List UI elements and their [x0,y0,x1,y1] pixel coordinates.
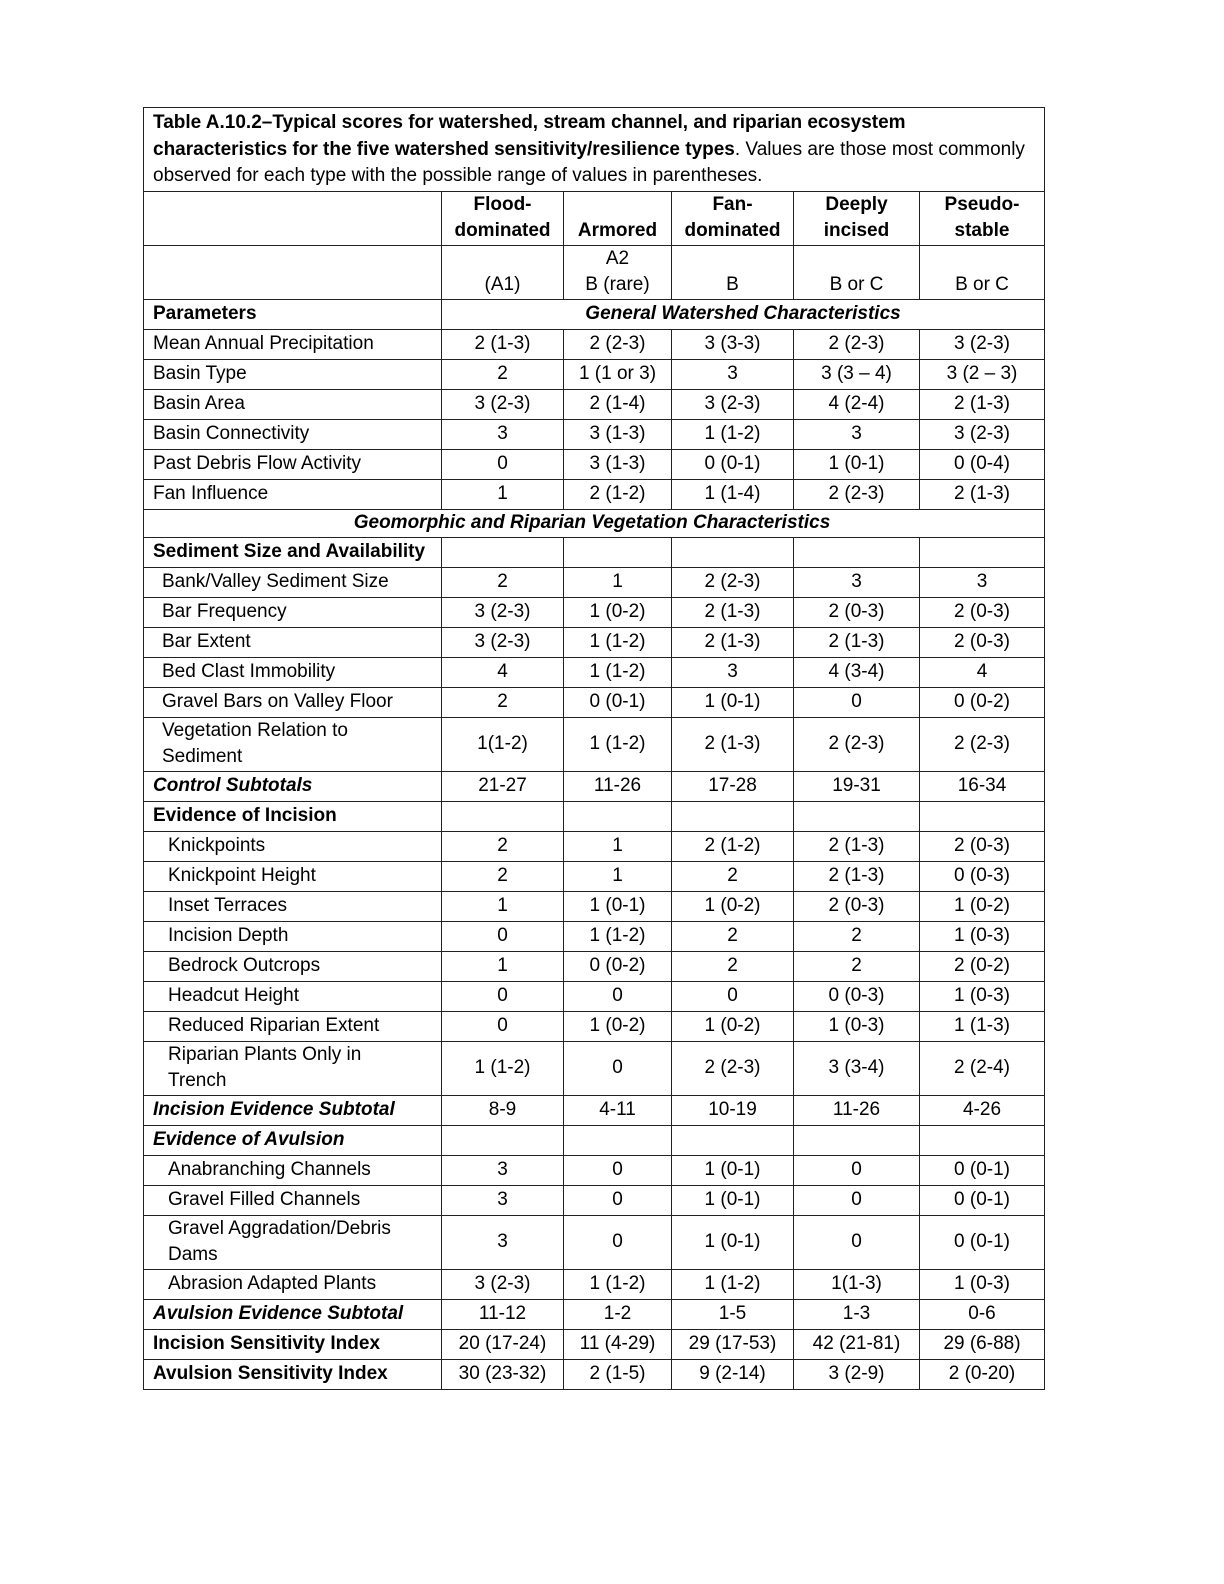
value-cell: 1-2 [564,1299,672,1329]
value-cell: 30 (23-32) [442,1359,564,1389]
caption-row [144,108,1045,192]
value-cell: 0 [564,1041,672,1095]
watershed-section [144,329,1045,509]
sensitivity-index-section [144,1329,1045,1389]
value-cell: 9 (2-14) [672,1359,794,1389]
stream-type-cell: B or C [920,245,1045,299]
value-cell: 2 (1-3) [920,479,1045,509]
value-cell: 1 (1-3) [920,1011,1045,1041]
column-header: Flood- dominated [442,191,564,245]
value-cell: 0 [794,1215,920,1269]
value-cell: 21-27 [442,771,564,801]
table-row [144,389,1045,419]
table-row [144,657,1045,687]
value-cell: 4 (2-4) [794,389,920,419]
value-cell: 1 (0-3) [920,1269,1045,1299]
value-cell: 11-26 [564,771,672,801]
subtotal-label: Incision Evidence Subtotal [144,1095,442,1125]
table-row [144,627,1045,657]
value-cell: 2 (2-3) [920,717,1045,771]
table-row [144,597,1045,627]
row-label: Incision Depth [144,921,442,951]
value-cell: 3 (1-3) [564,419,672,449]
value-cell: 1 [442,951,564,981]
value-cell: 11-26 [794,1095,920,1125]
value-cell: 2 (1-3) [794,861,920,891]
value-cell: 2 (0-3) [920,627,1045,657]
value-cell: 1 (1 or 3) [564,359,672,389]
table-row [144,921,1045,951]
value-cell: 1 (0-3) [920,921,1045,951]
value-cell: 2 (0-3) [920,597,1045,627]
row-label: Inset Terraces [144,891,442,921]
value-cell: 0 [442,981,564,1011]
table-row [144,479,1045,509]
row-label: Incision Sensitivity Index [144,1329,442,1359]
value-cell: 2 (2-4) [920,1041,1045,1095]
value-cell: 0 [564,981,672,1011]
value-cell: 4 [920,657,1045,687]
table-row [144,1011,1045,1041]
value-cell: 2 (1-3) [794,627,920,657]
column-header: Fan- dominated [672,191,794,245]
value-cell: 0 (0-2) [564,951,672,981]
value-cell: 3 [672,359,794,389]
section-title-watershed: General Watershed Characteristics [442,299,1045,329]
value-cell: 10-19 [672,1095,794,1125]
value-cell: 3 (3-4) [794,1041,920,1095]
value-cell: 1 (0-1) [672,1215,794,1269]
value-cell: 0 (0-1) [672,449,794,479]
value-cell: 3 [442,1185,564,1215]
table-row [144,831,1045,861]
value-cell: 2 (2-3) [794,329,920,359]
sediment-section [144,567,1045,717]
value-cell: 3 (2 – 3) [920,359,1045,389]
value-cell: 2 (2-3) [672,567,794,597]
value-cell: 0 (0-1) [920,1155,1045,1185]
value-cell: 2 [794,951,920,981]
value-cell: 3 (3 – 4) [794,359,920,389]
avulsion-section [144,1155,1045,1215]
value-cell: 1 (1-2) [564,921,672,951]
value-cell: 2 (1-3) [442,329,564,359]
value-cell: 1 (1-2) [564,717,672,771]
subtotal-label: Avulsion Evidence Subtotal [144,1299,442,1329]
value-cell: 1 (0-1) [672,1155,794,1185]
row-label: Basin Type [144,359,442,389]
value-cell: 1 (0-2) [920,891,1045,921]
value-cell: 1 (1-2) [672,1269,794,1299]
value-cell: 1 (0-2) [672,1011,794,1041]
value-cell: 3 [442,1155,564,1185]
value-cell: 3 (2-3) [442,597,564,627]
value-cell: 2 (2-3) [564,329,672,359]
row-label: Bedrock Outcrops [144,951,442,981]
row-label: Gravel Filled Channels [144,1185,442,1215]
value-cell: 1(1-3) [794,1269,920,1299]
value-cell: 1 (0-1) [564,891,672,921]
table-row [144,951,1045,981]
value-cell: 3 (3-3) [672,329,794,359]
column-header-row [144,191,1045,245]
value-cell: 2 (1-5) [564,1359,672,1389]
index-row [144,1359,1045,1389]
value-cell: 2 (2-3) [794,717,920,771]
value-cell: 2 (2-3) [794,479,920,509]
table-row [144,1215,1045,1269]
value-cell: 0 [442,1011,564,1041]
row-label: Vegetation Relation to Sediment [144,717,442,771]
row-label: Knickpoints [144,831,442,861]
row-label: Bar Frequency [144,597,442,627]
column-header: Pseudo- stable [920,191,1045,245]
value-cell: 1 (0-2) [564,597,672,627]
value-cell: 1 (1-4) [672,479,794,509]
value-cell: 2 [442,567,564,597]
value-cell: 0 [564,1185,672,1215]
value-cell: 3 (1-3) [564,449,672,479]
stream-type-cell: B or C [794,245,920,299]
value-cell: 2 (2-3) [672,1041,794,1095]
section-header-row [144,509,1045,537]
value-cell: 1 (0-2) [672,891,794,921]
caption-text: . Values are those most commonly observed for each type with the possible range of values in parentheses. [153,138,1025,186]
value-cell: 2 (0-20) [920,1359,1045,1389]
value-cell: 3 [920,567,1045,597]
value-cell: 4 [442,657,564,687]
column-header: Deeply incised [794,191,920,245]
value-cell: 2 [672,861,794,891]
value-cell: 29 (6-88) [920,1329,1045,1359]
stream-type-blank [144,245,442,299]
value-cell: 1-3 [794,1299,920,1329]
value-cell: 0 (0-4) [920,449,1045,479]
group-heading-row [144,801,1045,831]
value-cell: 29 (17-53) [672,1329,794,1359]
row-label: Basin Area [144,389,442,419]
value-cell: 2 [442,359,564,389]
value-cell: 0 [672,981,794,1011]
value-cell: 2 [672,951,794,981]
value-cell: 20 (17-24) [442,1329,564,1359]
subtotal-row [144,1095,1045,1125]
group-heading: Evidence of Avulsion [144,1125,442,1155]
row-label: Reduced Riparian Extent [144,1011,442,1041]
value-cell: 0 (0-1) [920,1215,1045,1269]
value-cell: 1 (0-1) [672,1185,794,1215]
value-cell: 2 [442,687,564,717]
row-label: Basin Connectivity [144,419,442,449]
value-cell: 2 (1-3) [794,831,920,861]
row-label: Headcut Height [144,981,442,1011]
value-cell: 1 [442,891,564,921]
group-heading-row [144,1125,1045,1155]
table-row [144,1155,1045,1185]
value-cell: 1 (0-1) [672,687,794,717]
row-label: Bed Clast Immobility [144,657,442,687]
value-cell: 8-9 [442,1095,564,1125]
value-cell: 1 (0-2) [564,1011,672,1041]
value-cell: 4 (3-4) [794,657,920,687]
value-cell: 2 (0-3) [920,831,1045,861]
table-row [144,861,1045,891]
table-row [144,891,1045,921]
row-label: Mean Annual Precipitation [144,329,442,359]
value-cell: 1 [564,567,672,597]
value-cell: 2 (1-2) [672,831,794,861]
table-row [144,567,1045,597]
value-cell: 3 (2-3) [442,627,564,657]
value-cell: 2 (1-4) [564,389,672,419]
column-header: Armored [564,191,672,245]
value-cell: 1 [442,479,564,509]
value-cell: 0 (0-1) [564,687,672,717]
value-cell: 1 [564,861,672,891]
value-cell: 0 [564,1215,672,1269]
stream-type-cell: A2 B (rare) [564,245,672,299]
value-cell: 0 (0-3) [920,861,1045,891]
value-cell: 0 [564,1155,672,1185]
value-cell: 2 (1-3) [672,717,794,771]
value-cell: 0 (0-3) [794,981,920,1011]
row-label: Gravel Bars on Valley Floor [144,687,442,717]
value-cell: 2 [442,861,564,891]
value-cell: 2 (0-3) [794,597,920,627]
row-label: Avulsion Sensitivity Index [144,1359,442,1389]
value-cell: 3 (2-3) [672,389,794,419]
value-cell: 2 (1-3) [672,627,794,657]
stream-type-row [144,245,1045,299]
value-cell: 2 [672,921,794,951]
row-label: Abrasion Adapted Plants [144,1269,442,1299]
value-cell: 2 (0-2) [920,951,1045,981]
stream-type-cell: (A1) [442,245,564,299]
row-label: Bank/Valley Sediment Size [144,567,442,597]
table-row [144,1185,1045,1215]
row-label: Anabranching Channels [144,1155,442,1185]
table-row [144,981,1045,1011]
value-cell: 0 (0-1) [920,1185,1045,1215]
value-cell: 11-12 [442,1299,564,1329]
value-cell: 2 (1-3) [672,597,794,627]
value-cell: 2 [794,921,920,951]
value-cell: 0 [794,1155,920,1185]
value-cell: 3 [442,419,564,449]
value-cell: 1 (1-2) [442,1041,564,1095]
value-cell: 11 (4-29) [564,1329,672,1359]
group-heading: Evidence of Incision [144,801,442,831]
row-label: Bar Extent [144,627,442,657]
value-cell: 2 [442,831,564,861]
value-cell: 2 (1-2) [564,479,672,509]
value-cell: 3 [672,657,794,687]
value-cell: 1 [564,831,672,861]
value-cell: 1 (0-3) [920,981,1045,1011]
group-heading: Sediment Size and Availability [144,537,442,567]
value-cell: 1 (1-2) [564,627,672,657]
value-cell: 2 (0-3) [794,891,920,921]
value-cell: 3 (2-3) [442,389,564,419]
value-cell: 1 (1-2) [564,657,672,687]
row-label: Past Debris Flow Activity [144,449,442,479]
row-label: Riparian Plants Only in Trench [144,1041,442,1095]
row-label: Fan Influence [144,479,442,509]
value-cell: 4-26 [920,1095,1045,1125]
value-cell: 3 (2-3) [920,419,1045,449]
table-row [144,329,1045,359]
stream-type-cell: B [672,245,794,299]
row-label: Gravel Aggradation/Debris Dams [144,1215,442,1269]
value-cell: 1-5 [672,1299,794,1329]
index-row [144,1329,1045,1359]
header-blank [144,191,442,245]
value-cell: 0 (0-2) [920,687,1045,717]
value-cell: 17-28 [672,771,794,801]
value-cell: 3 (2-9) [794,1359,920,1389]
value-cell: 3 (2-3) [920,329,1045,359]
value-cell: 4-11 [564,1095,672,1125]
value-cell: 0 [442,921,564,951]
row-label: Knickpoint Height [144,861,442,891]
value-cell: 1 (1-2) [564,1269,672,1299]
value-cell: 0 [442,449,564,479]
section-header-row [144,299,1045,329]
table-row [144,449,1045,479]
value-cell: 3 (2-3) [442,1269,564,1299]
value-cell: 0-6 [920,1299,1045,1329]
incision-section [144,831,1045,1041]
value-cell: 0 [794,1185,920,1215]
section-title-geomorphic: Geomorphic and Riparian Vegetation Characteristics [144,509,1045,537]
score-table [143,107,1045,1390]
table-row [144,359,1045,389]
group-heading-row [144,537,1045,567]
value-cell: 1(1-2) [442,717,564,771]
subtotal-label: Control Subtotals [144,771,442,801]
table-row [144,717,1045,771]
value-cell: 42 (21-81) [794,1329,920,1359]
value-cell: 16-34 [920,771,1045,801]
value-cell: 3 [794,567,920,597]
table-row [144,1041,1045,1095]
caption-title: Table A.10.2–Typical scores for watershed, stream channel, and riparian ecosystem characteristics for the five watershed sensitivity/resilience types [153,112,906,160]
table-row [144,419,1045,449]
table-row [144,1269,1045,1299]
value-cell: 1 (0-3) [794,1011,920,1041]
table-row [144,687,1045,717]
value-cell: 2 (1-3) [920,389,1045,419]
value-cell: 1 (0-1) [794,449,920,479]
value-cell: 0 [794,687,920,717]
subtotal-row [144,771,1045,801]
table-caption [144,108,1045,192]
value-cell: 3 [442,1215,564,1269]
value-cell: 1 (1-2) [672,419,794,449]
value-cell: 19-31 [794,771,920,801]
parameters-label: Parameters [144,299,442,329]
value-cell: 3 [794,419,920,449]
subtotal-row [144,1299,1045,1329]
